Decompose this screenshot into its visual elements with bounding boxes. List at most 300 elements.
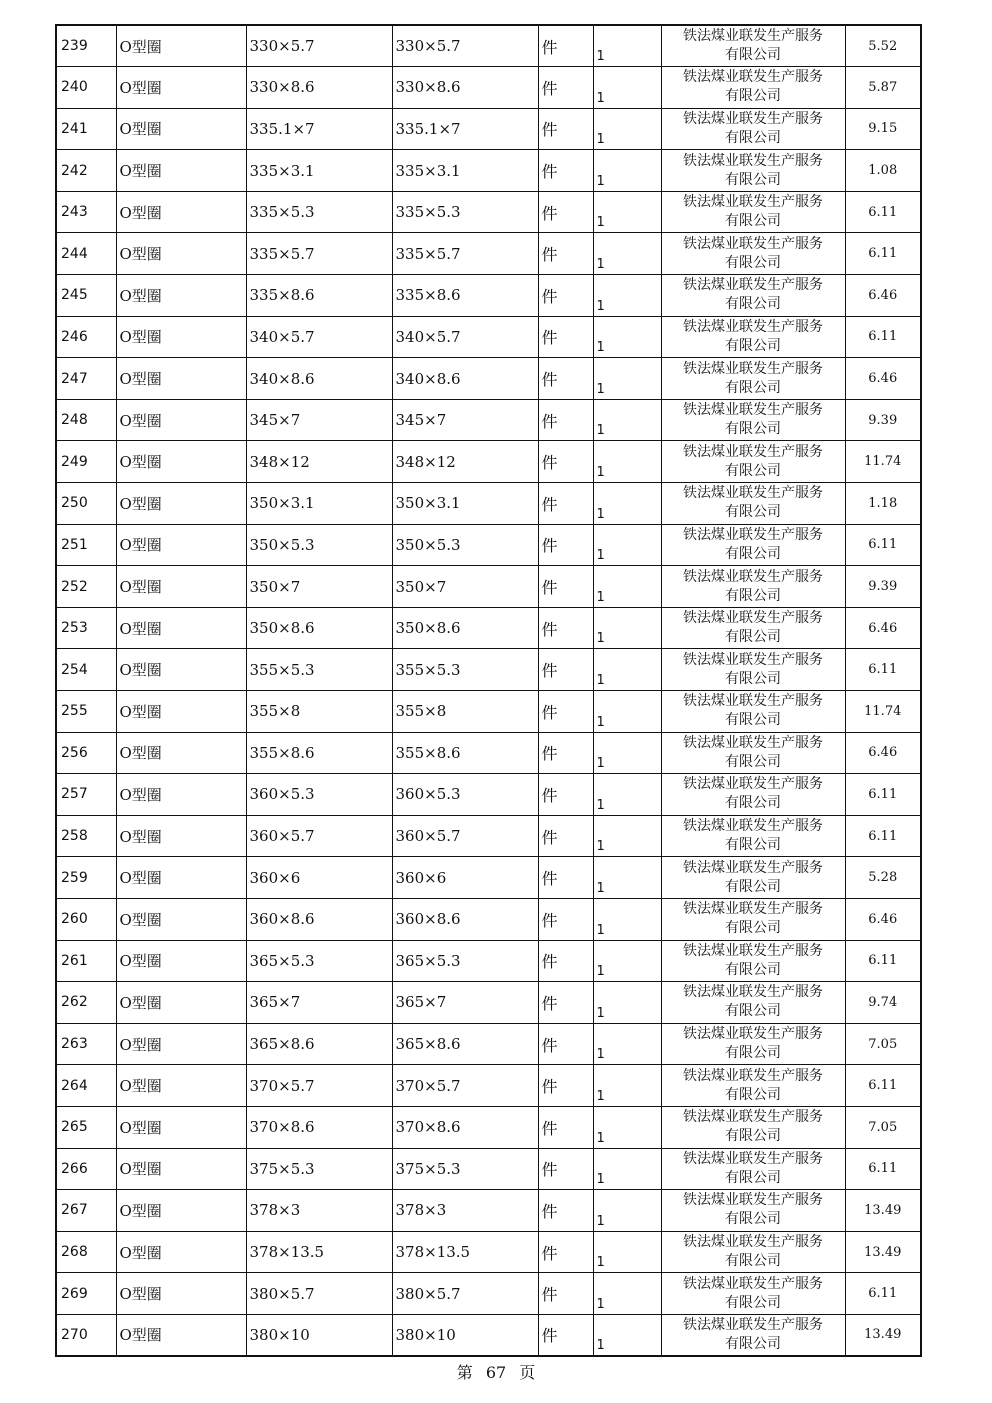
cell-unit: 件 [538, 108, 593, 150]
cell-name: O型圈 [116, 441, 246, 483]
table-row [56, 1190, 921, 1232]
cell-unit: 件 [538, 1023, 593, 1065]
cell-price: 5.28 [845, 857, 921, 899]
table-row [56, 1023, 921, 1065]
supplier-line: 有限公司 [725, 1253, 781, 1270]
supplier-line: 有限公司 [725, 1211, 781, 1228]
cell-spec: 350×8.6 [246, 607, 392, 649]
cell-supplier [661, 233, 845, 275]
cell-unit: 件 [538, 1106, 593, 1148]
cell-quantity: 1 [593, 898, 661, 940]
cell-supplier [661, 732, 845, 774]
cell-name: O型圈 [116, 399, 246, 441]
cell-supplier [661, 774, 845, 816]
cell-number: 245 [56, 275, 116, 317]
cell-supplier [661, 1190, 845, 1232]
cell-price: 9.39 [845, 566, 921, 608]
cell-name: O型圈 [116, 1314, 246, 1356]
cell-price: 6.11 [845, 649, 921, 691]
cell-price: 6.46 [845, 275, 921, 317]
cell-price: 6.11 [845, 940, 921, 982]
cell-number: 257 [56, 774, 116, 816]
supplier-line: 铁法煤业联发生产服务 [683, 1026, 823, 1043]
cell-price: 13.49 [845, 1314, 921, 1356]
supplier-line: 有限公司 [725, 545, 781, 562]
cell-name: O型圈 [116, 566, 246, 608]
supplier-line: 有限公司 [725, 88, 781, 105]
cell-price: 9.15 [845, 108, 921, 150]
cell-name: O型圈 [116, 607, 246, 649]
cell-supplier [661, 1106, 845, 1148]
cell-unit: 件 [538, 898, 593, 940]
cell-model: 375×5.3 [392, 1148, 538, 1190]
page-suffix: 页 [519, 1363, 536, 1382]
cell-price: 6.11 [845, 233, 921, 275]
cell-model: 350×3.1 [392, 483, 538, 525]
cell-quantity: 1 [593, 1231, 661, 1273]
cell-number: 250 [56, 483, 116, 525]
cell-spec: 360×6 [246, 857, 392, 899]
cell-model: 380×10 [392, 1314, 538, 1356]
cell-number: 259 [56, 857, 116, 899]
cell-price: 6.11 [845, 774, 921, 816]
supplier-line: 铁法煤业联发生产服务 [683, 110, 823, 127]
cell-model: 350×7 [392, 566, 538, 608]
cell-price: 9.74 [845, 982, 921, 1024]
supplier-line: 铁法煤业联发生产服务 [683, 28, 823, 45]
supplier-line: 铁法煤业联发生产服务 [683, 1234, 823, 1251]
supplier-line: 铁法煤业联发生产服务 [683, 485, 823, 502]
supplier-line: 铁法煤业联发生产服务 [683, 818, 823, 835]
cell-name: O型圈 [116, 982, 246, 1024]
cell-model: 360×5.3 [392, 774, 538, 816]
table-row [56, 67, 921, 109]
cell-quantity: 1 [593, 191, 661, 233]
supplier-line: 有限公司 [725, 1169, 781, 1186]
cell-name: O型圈 [116, 898, 246, 940]
cell-quantity: 1 [593, 275, 661, 317]
cell-model: 355×5.3 [392, 649, 538, 691]
cell-spec: 355×8 [246, 691, 392, 733]
table-row [56, 566, 921, 608]
supplier-line: 铁法煤业联发生产服务 [683, 1316, 823, 1333]
supplier-line: 有限公司 [725, 254, 781, 271]
cell-name: O型圈 [116, 524, 246, 566]
cell-price: 11.74 [845, 441, 921, 483]
table-row [56, 191, 921, 233]
table-row [56, 399, 921, 441]
cell-number: 268 [56, 1231, 116, 1273]
supplier-line: 铁法煤业联发生产服务 [683, 610, 823, 627]
cell-model: 335.1×7 [392, 108, 538, 150]
supplier-line: 铁法煤业联发生产服务 [683, 776, 823, 793]
cell-quantity: 1 [593, 1190, 661, 1232]
supplier-line: 铁法煤业联发生产服务 [683, 443, 823, 460]
cell-model: 350×8.6 [392, 607, 538, 649]
cell-unit: 件 [538, 441, 593, 483]
cell-spec: 375×5.3 [246, 1148, 392, 1190]
supplier-line: 有限公司 [725, 712, 781, 729]
table-row [56, 358, 921, 400]
supplier-line: 有限公司 [725, 296, 781, 313]
cell-number: 262 [56, 982, 116, 1024]
supplier-line: 铁法煤业联发生产服务 [683, 235, 823, 252]
cell-name: O型圈 [116, 732, 246, 774]
cell-model: 370×8.6 [392, 1106, 538, 1148]
cell-supplier [661, 483, 845, 525]
table-row [56, 483, 921, 525]
cell-number: 251 [56, 524, 116, 566]
supplier-line: 铁法煤业联发生产服务 [683, 526, 823, 543]
cell-quantity: 1 [593, 358, 661, 400]
cell-model: 345×7 [392, 399, 538, 441]
cell-quantity: 1 [593, 316, 661, 358]
table-row [56, 691, 921, 733]
cell-name: O型圈 [116, 233, 246, 275]
cell-unit: 件 [538, 732, 593, 774]
cell-name: O型圈 [116, 940, 246, 982]
cell-model: 335×3.1 [392, 150, 538, 192]
page-prefix: 第 [456, 1363, 473, 1382]
table-body [56, 25, 921, 1356]
supplier-line: 铁法煤业联发生产服务 [683, 277, 823, 294]
supplier-line: 有限公司 [725, 47, 781, 64]
cell-price: 6.11 [845, 1065, 921, 1107]
cell-price: 7.05 [845, 1023, 921, 1065]
supplier-line: 有限公司 [725, 462, 781, 479]
cell-quantity: 1 [593, 67, 661, 109]
cell-quantity: 1 [593, 483, 661, 525]
cell-number: 253 [56, 607, 116, 649]
cell-quantity: 1 [593, 524, 661, 566]
cell-price: 6.46 [845, 732, 921, 774]
cell-unit: 件 [538, 1231, 593, 1273]
cell-unit: 件 [538, 483, 593, 525]
cell-supplier [661, 898, 845, 940]
cell-name: O型圈 [116, 1106, 246, 1148]
price-table [55, 24, 922, 1357]
cell-quantity: 1 [593, 1065, 661, 1107]
cell-supplier [661, 566, 845, 608]
cell-unit: 件 [538, 691, 593, 733]
cell-supplier [661, 982, 845, 1024]
cell-quantity: 1 [593, 857, 661, 899]
cell-unit: 件 [538, 649, 593, 691]
cell-spec: 335×3.1 [246, 150, 392, 192]
cell-quantity: 1 [593, 649, 661, 691]
cell-price: 13.49 [845, 1190, 921, 1232]
supplier-line: 铁法煤业联发生产服务 [683, 1109, 823, 1126]
cell-spec: 380×10 [246, 1314, 392, 1356]
cell-number: 241 [56, 108, 116, 150]
supplier-line: 铁法煤业联发生产服务 [683, 1067, 823, 1084]
cell-model: 340×5.7 [392, 316, 538, 358]
cell-spec: 335×5.3 [246, 191, 392, 233]
supplier-line: 有限公司 [725, 1335, 781, 1352]
cell-unit: 件 [538, 982, 593, 1024]
cell-supplier [661, 25, 845, 67]
cell-number: 247 [56, 358, 116, 400]
cell-spec: 365×5.3 [246, 940, 392, 982]
cell-price: 9.39 [845, 399, 921, 441]
cell-number: 252 [56, 566, 116, 608]
cell-quantity: 1 [593, 1023, 661, 1065]
cell-name: O型圈 [116, 191, 246, 233]
cell-unit: 件 [538, 774, 593, 816]
cell-supplier [661, 1023, 845, 1065]
table-row [56, 815, 921, 857]
cell-quantity: 1 [593, 233, 661, 275]
cell-number: 258 [56, 815, 116, 857]
cell-spec: 365×8.6 [246, 1023, 392, 1065]
cell-model: 365×7 [392, 982, 538, 1024]
cell-number: 242 [56, 150, 116, 192]
cell-spec: 345×7 [246, 399, 392, 441]
supplier-line: 有限公司 [725, 670, 781, 687]
cell-spec: 380×5.7 [246, 1273, 392, 1315]
cell-supplier [661, 691, 845, 733]
cell-number: 256 [56, 732, 116, 774]
cell-name: O型圈 [116, 25, 246, 67]
cell-number: 249 [56, 441, 116, 483]
cell-unit: 件 [538, 191, 593, 233]
cell-unit: 件 [538, 607, 593, 649]
cell-model: 365×5.3 [392, 940, 538, 982]
supplier-line: 铁法煤业联发生产服务 [683, 942, 823, 959]
cell-unit: 件 [538, 316, 593, 358]
cell-quantity: 1 [593, 399, 661, 441]
cell-model: 348×12 [392, 441, 538, 483]
cell-supplier [661, 191, 845, 233]
cell-spec: 350×7 [246, 566, 392, 608]
supplier-line: 有限公司 [725, 837, 781, 854]
cell-spec: 350×3.1 [246, 483, 392, 525]
cell-number: 240 [56, 67, 116, 109]
cell-supplier [661, 316, 845, 358]
cell-quantity: 1 [593, 691, 661, 733]
supplier-line: 铁法煤业联发生产服务 [683, 318, 823, 335]
supplier-line: 有限公司 [725, 920, 781, 937]
supplier-line: 铁法煤业联发生产服务 [683, 1275, 823, 1292]
supplier-line: 有限公司 [725, 878, 781, 895]
cell-price: 6.11 [845, 1273, 921, 1315]
cell-model: 360×6 [392, 857, 538, 899]
cell-unit: 件 [538, 358, 593, 400]
cell-model: 378×13.5 [392, 1231, 538, 1273]
cell-spec: 355×5.3 [246, 649, 392, 691]
cell-quantity: 1 [593, 108, 661, 150]
supplier-line: 有限公司 [725, 421, 781, 438]
cell-supplier [661, 607, 845, 649]
cell-spec: 355×8.6 [246, 732, 392, 774]
table-row [56, 607, 921, 649]
table-row [56, 1106, 921, 1148]
cell-price: 6.11 [845, 191, 921, 233]
cell-supplier [661, 399, 845, 441]
supplier-line: 有限公司 [725, 1003, 781, 1020]
cell-spec: 340×8.6 [246, 358, 392, 400]
supplier-line: 铁法煤业联发生产服务 [683, 402, 823, 419]
cell-model: 330×8.6 [392, 67, 538, 109]
cell-unit: 件 [538, 399, 593, 441]
cell-unit: 件 [538, 233, 593, 275]
cell-name: O型圈 [116, 1273, 246, 1315]
supplier-line: 有限公司 [725, 1294, 781, 1311]
supplier-line: 铁法煤业联发生产服务 [683, 1150, 823, 1167]
cell-quantity: 1 [593, 566, 661, 608]
cell-supplier [661, 108, 845, 150]
cell-name: O型圈 [116, 1231, 246, 1273]
cell-spec: 350×5.3 [246, 524, 392, 566]
supplier-line: 有限公司 [725, 379, 781, 396]
cell-spec: 340×5.7 [246, 316, 392, 358]
cell-spec: 365×7 [246, 982, 392, 1024]
cell-model: 335×8.6 [392, 275, 538, 317]
supplier-line: 铁法煤业联发生产服务 [683, 152, 823, 169]
cell-number: 263 [56, 1023, 116, 1065]
supplier-line: 铁法煤业联发生产服务 [683, 651, 823, 668]
table-row [56, 1273, 921, 1315]
cell-model: 360×5.7 [392, 815, 538, 857]
cell-name: O型圈 [116, 358, 246, 400]
cell-supplier [661, 1314, 845, 1356]
cell-model: 380×5.7 [392, 1273, 538, 1315]
cell-supplier [661, 815, 845, 857]
table-row [56, 857, 921, 899]
cell-model: 335×5.3 [392, 191, 538, 233]
table-row [56, 732, 921, 774]
cell-name: O型圈 [116, 774, 246, 816]
cell-supplier [661, 1273, 845, 1315]
cell-number: 244 [56, 233, 116, 275]
cell-model: 335×5.7 [392, 233, 538, 275]
cell-quantity: 1 [593, 1106, 661, 1148]
cell-name: O型圈 [116, 1023, 246, 1065]
cell-unit: 件 [538, 940, 593, 982]
cell-quantity: 1 [593, 607, 661, 649]
supplier-line: 有限公司 [725, 129, 781, 146]
cell-price: 6.46 [845, 607, 921, 649]
supplier-line: 有限公司 [725, 961, 781, 978]
supplier-line: 有限公司 [725, 795, 781, 812]
cell-unit: 件 [538, 1314, 593, 1356]
cell-price: 6.11 [845, 524, 921, 566]
supplier-line: 有限公司 [725, 1086, 781, 1103]
cell-spec: 330×5.7 [246, 25, 392, 67]
cell-name: O型圈 [116, 691, 246, 733]
table-row [56, 441, 921, 483]
cell-unit: 件 [538, 815, 593, 857]
table-row [56, 774, 921, 816]
cell-spec: 378×3 [246, 1190, 392, 1232]
supplier-line: 有限公司 [725, 337, 781, 354]
cell-name: O型圈 [116, 150, 246, 192]
cell-model: 340×8.6 [392, 358, 538, 400]
cell-model: 378×3 [392, 1190, 538, 1232]
supplier-line: 有限公司 [725, 587, 781, 604]
cell-name: O型圈 [116, 815, 246, 857]
supplier-line: 铁法煤业联发生产服务 [683, 859, 823, 876]
cell-spec: 360×5.7 [246, 815, 392, 857]
cell-number: 264 [56, 1065, 116, 1107]
supplier-line: 有限公司 [725, 1045, 781, 1062]
supplier-line: 铁法煤业联发生产服务 [683, 1192, 823, 1209]
cell-spec: 335×8.6 [246, 275, 392, 317]
supplier-line: 铁法煤业联发生产服务 [683, 194, 823, 211]
supplier-line: 铁法煤业联发生产服务 [683, 901, 823, 918]
supplier-line: 铁法煤业联发生产服务 [683, 360, 823, 377]
supplier-line: 有限公司 [725, 629, 781, 646]
cell-number: 243 [56, 191, 116, 233]
cell-name: O型圈 [116, 67, 246, 109]
cell-unit: 件 [538, 566, 593, 608]
cell-number: 266 [56, 1148, 116, 1190]
table-row [56, 275, 921, 317]
cell-price: 6.46 [845, 358, 921, 400]
table-row [56, 150, 921, 192]
table-row [56, 233, 921, 275]
cell-name: O型圈 [116, 649, 246, 691]
cell-model: 365×8.6 [392, 1023, 538, 1065]
cell-number: 260 [56, 898, 116, 940]
cell-spec: 370×8.6 [246, 1106, 392, 1148]
cell-quantity: 1 [593, 815, 661, 857]
cell-quantity: 1 [593, 1148, 661, 1190]
cell-model: 370×5.7 [392, 1065, 538, 1107]
cell-quantity: 1 [593, 732, 661, 774]
cell-unit: 件 [538, 67, 593, 109]
supplier-line: 铁法煤业联发生产服务 [683, 693, 823, 710]
cell-supplier [661, 1065, 845, 1107]
table-row [56, 1231, 921, 1273]
cell-number: 267 [56, 1190, 116, 1232]
cell-model: 355×8 [392, 691, 538, 733]
cell-supplier [661, 275, 845, 317]
cell-price: 1.08 [845, 150, 921, 192]
cell-spec: 335×5.7 [246, 233, 392, 275]
cell-model: 330×5.7 [392, 25, 538, 67]
cell-spec: 348×12 [246, 441, 392, 483]
cell-price: 6.46 [845, 898, 921, 940]
cell-supplier [661, 441, 845, 483]
cell-supplier [661, 1148, 845, 1190]
cell-spec: 335.1×7 [246, 108, 392, 150]
cell-quantity: 1 [593, 441, 661, 483]
cell-price: 11.74 [845, 691, 921, 733]
cell-unit: 件 [538, 25, 593, 67]
cell-number: 265 [56, 1106, 116, 1148]
cell-number: 255 [56, 691, 116, 733]
table-row [56, 1148, 921, 1190]
cell-unit: 件 [538, 857, 593, 899]
cell-spec: 378×13.5 [246, 1231, 392, 1273]
cell-supplier [661, 67, 845, 109]
cell-price: 5.52 [845, 25, 921, 67]
cell-name: O型圈 [116, 316, 246, 358]
cell-spec: 360×8.6 [246, 898, 392, 940]
cell-number: 261 [56, 940, 116, 982]
supplier-line: 有限公司 [725, 213, 781, 230]
cell-name: O型圈 [116, 1065, 246, 1107]
cell-number: 246 [56, 316, 116, 358]
cell-model: 350×5.3 [392, 524, 538, 566]
cell-quantity: 1 [593, 774, 661, 816]
supplier-line: 铁法煤业联发生产服务 [683, 69, 823, 86]
table-row [56, 649, 921, 691]
supplier-line: 有限公司 [725, 171, 781, 188]
supplier-line: 铁法煤业联发生产服务 [683, 734, 823, 751]
cell-unit: 件 [538, 275, 593, 317]
